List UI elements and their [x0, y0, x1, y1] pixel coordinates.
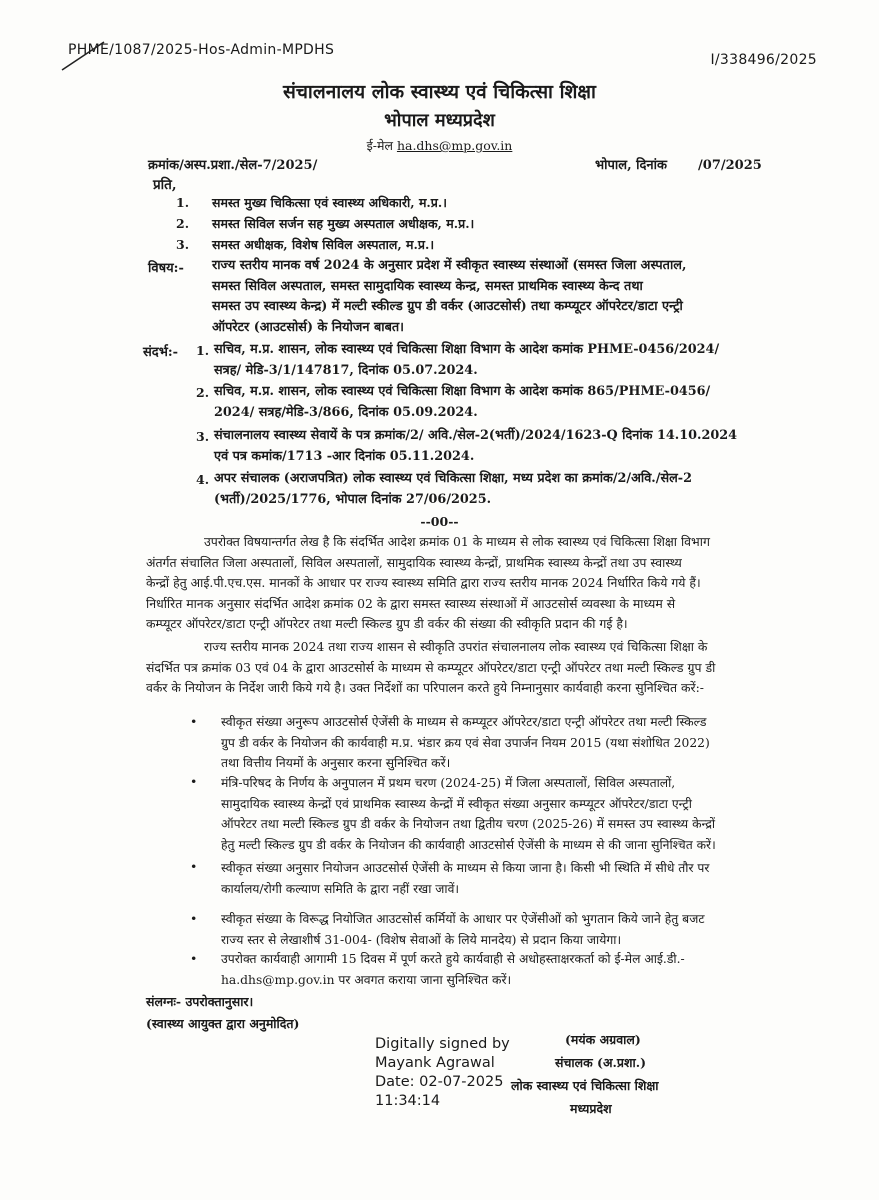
file-reference: PHME/1087/2025-Hos-Admin-MPDHS	[68, 42, 335, 58]
bullet-line: ऑपरेटर तथा मल्टी स्किल्ड ग्रुप डी वर्कर के नियोजन तथा द्वितीय चरण (2025-26) में समस्त उप स्वास्थ्य केन्द्रों	[221, 817, 716, 831]
enclosure: संलग्नः- उपरोक्तानुसार।	[146, 994, 254, 1009]
reference-line: एवं पत्र कमांक/1713 -आर दिनांक 05.11.2024.	[214, 448, 475, 464]
subject-line: समस्त सिविल अस्पताल, समस्त सामुदायिक स्वास्थ्य केन्द्र, समस्त प्राथमिक स्वास्थ्य केन्द तथा	[212, 278, 643, 294]
bullet-item	[221, 773, 751, 855]
bullet-line: राज्य स्तर से लेखाशीर्ष 31-004- (विशेष सेवाओं के लिये मानदेय) से प्रदान किया जायेगा।	[221, 932, 622, 947]
reference-number: 4.	[196, 472, 210, 487]
reference-line: 2024/ सत्रह/मेडि-3/866, दिनांक 05.09.2024.	[214, 404, 478, 420]
body-line: राज्य स्तरीय मानक 2024 तथा राज्य शासन से स्वीकृति उपरांत संचालनालय लोक स्वास्थ्य एवं चिकित्सा शिक्षा के	[204, 639, 708, 654]
reference-line: संचालनालय स्वास्थ्य सेवायें के पत्र क्रमांक/2/ अवि./सेल-2(भर्ती)/2024/1623-Q दिनांक 14.10.2024	[214, 428, 738, 443]
officer-name: (मयंक अग्रवाल)	[565, 1032, 641, 1047]
bullet-line: कार्यालय/रोगी कल्याण समिति के द्वारा नहीं रखा जावें।	[221, 881, 460, 896]
inward-number: I/338496/2025	[710, 52, 817, 68]
subject-label: विषय:-	[148, 261, 184, 276]
digital-signature	[375, 1035, 510, 1111]
reference-item	[214, 382, 710, 423]
body-line: उपरोक्त विषयान्तर्गत लेख है कि संदर्भित आदेश क्रमांक 01 के माध्यम से लोक स्वास्थ्य एवं चिकित्सा शिक्षा विभाग	[204, 534, 710, 549]
org-title: संचालनालय लोक स्वास्थ्य एवं चिकित्सा शिक्षा	[283, 81, 596, 103]
bullet-line: ha.dhs@mp.gov.in पर अवगत कराया जाना सुनिश्चित करें।	[221, 972, 512, 987]
reference-item	[214, 469, 692, 510]
body-line: अंतर्गत संचालित जिला अस्पतालों, सिविल अस्पतालों, सामुदायिक स्वास्थ्य केन्द्रों, प्राथमिक स्वास्थ्य केन्द्रों तथा उप स्वास्थ्य	[146, 554, 682, 570]
bullet-line: स्वीकृत संख्या अनुसार नियोजन आउटसोर्स ऐजेंसी के माध्यम से किया जाना है। किसी भी स्थिति में सीधे तौर पर	[221, 861, 710, 875]
bullet-icon: •	[190, 911, 198, 926]
bullet-line: ग्रुप डी वर्कर के नियोजन की कार्यवाही म.प्र. भंडार क्रय एवं सेवा उपार्जन नियम 2015 (यथा संशोधित 2022)	[221, 735, 710, 750]
reference-number: 2.	[196, 385, 210, 400]
email-label: ई-मेल	[366, 138, 393, 153]
org-city: भोपाल मध्यप्रदेश	[384, 110, 495, 131]
addressee-item	[176, 215, 474, 232]
separator: --00--	[420, 514, 459, 529]
email-line	[0, 137, 879, 154]
bullet-line: स्वीकृत संख्या अनुरूप आउटसोर्स ऐजेंसी के माध्यम से कम्प्यूटर ऑपरेटर/डाटा एन्ट्री ऑपरेटर तथा मल्टी स्किल्ड	[221, 715, 707, 729]
bullet-line: स्वीकृत संख्या के विरूद्ध नियोजित आउटसोर्स कर्मियों के आधार पर ऐजेंसीओं को भुगतान किये जाने हेतु बजट	[221, 912, 705, 926]
letter-number: क्रमांक/अस्प.प्रशा./सेल-7/2025/	[148, 158, 318, 173]
subject-line: राज्य स्तरीय मानक वर्ष 2024 के अनुसार प्रदेश में स्वीकृत स्वास्थ्य संस्थाओं (समस्त जिला अस्पताल,	[212, 258, 687, 273]
body-line: संदर्भित पत्र क्रमांक 03 एवं 04 के द्वारा आउटसोर्स के माध्यम से कम्प्यूटर ऑपरेटर/डाटा एन्ट्री ऑपरेटर तथा मल्टी स्किल्ड ग्रुप डी	[146, 659, 716, 675]
bullet-icon: •	[190, 714, 198, 729]
approval-note: (स्वास्थ्य आयुक्त द्वारा अनुमोदित)	[146, 1016, 300, 1031]
date-value: /07/2025	[698, 158, 762, 173]
addressee-text: समस्त अधीक्षक, विशेष सिविल अस्पताल, म.प्र.।	[212, 237, 435, 252]
handwritten-strike-mark	[58, 38, 108, 74]
signature-line: 11:34:14	[375, 1093, 441, 1109]
body-line: केन्द्रों हेतु आई.पी.एच.एस. मानकों के आधार पर राज्य स्वास्थ्य समिति द्वारा राज्य स्तरीय मानक 2024 निर्धारित किये गये हैं।	[146, 575, 701, 590]
place-date-label: भोपाल, दिनांक	[595, 158, 667, 173]
subject-text	[212, 256, 772, 338]
bullet-icon: •	[190, 774, 198, 789]
signature-line: Date: 02-07-2025	[375, 1074, 504, 1090]
addressee-number: 1.	[176, 195, 190, 210]
bullet-item	[221, 712, 751, 774]
body-line: कम्प्यूटर ऑपरेटर/डाटा एन्ट्री ऑपरेटर तथा मल्टी स्किल्ड ग्रुप डी वर्कर की संख्या की स्वीकृति प्रदान की गई है।	[146, 616, 628, 631]
addressee-text: समस्त मुख्य चिकित्सा एवं स्वास्थ्य अधिकारी, म.प्र.।	[212, 195, 447, 210]
bullet-item	[221, 858, 751, 899]
body-paragraph-2	[146, 637, 746, 699]
addressee-text: समस्त सिविल सर्जन सह मुख्य अस्पताल अधीक्षक, म.प्र.।	[212, 216, 475, 231]
officer-post: संचालक (अ.प्रशा.)	[555, 1055, 646, 1070]
reference-line: अपर संचालक (अराजपत्रित) लोक स्वास्थ्य एवं चिकित्सा शिक्षा, मध्य प्रदेश का क्रमांक/2/अवि./सेल-2	[214, 471, 692, 486]
reference-line: (भर्ती)/2025/1776, भोपाल दिनांक 27/06/2025.	[214, 491, 492, 507]
email-address: ha.dhs@mp.gov.in	[396, 138, 513, 153]
bullet-line: मंत्रि-परिषद के निर्णय के अनुपालन में प्रथम चरण (2024-25) में जिला अस्पतालों, सिविल अस्पतालों,	[221, 776, 676, 790]
bullet-item	[221, 949, 751, 990]
bullet-line: सामुदायिक स्वास्थ्य केन्द्रों एवं प्राथमिक स्वास्थ्य केन्द्रों में स्वीकृत संख्या अनुसार कम्प्यूटर ऑपरेटर/डाटा एन्ट्री	[221, 796, 692, 811]
bullet-line: तथा वित्तीय नियमों के अनुसार करना सुनिश्चित करें।	[221, 756, 451, 770]
body-line: वर्कर के नियोजन के निर्देश जारी किये गये है। उक्त निर्देशों का परिपालन करते हुये निम्नानुसार कार्यवाही करना सुनिश्चित करें:-	[146, 680, 704, 695]
reference-item	[214, 426, 737, 467]
officer-department: लोक स्वास्थ्य एवं चिकित्सा शिक्षा	[511, 1078, 659, 1093]
addressee-item	[176, 194, 447, 211]
reference-line: सचिव, म.प्र. शासन, लोक स्वास्थ्य एवं चिकित्सा शिक्षा विभाग के आदेश कमांक 865/PHME-0456/	[214, 384, 711, 399]
body-line: निर्धारित मानक अनुसार संदर्भित आदेश क्रमांक 02 के द्वारा समस्त स्वास्थ्य संस्थाओं में आउटसोर्स व्यवस्था के माध्यम से	[146, 595, 676, 611]
bullet-line: उपरोक्त कार्यवाही आगामी 15 दिवस में पूर्ण करते हुये कार्यवाही से अधोहस्ताक्षरकर्ता को ई-मेल आई.डी.-	[221, 952, 685, 966]
addressee-number: 3.	[176, 237, 190, 252]
prati-label: प्रति,	[153, 177, 177, 193]
reference-number: 3.	[196, 429, 210, 444]
subject-line: ऑपरेटर (आउटसोर्स) के नियोजन बाबत।	[212, 319, 405, 335]
signature-line: Digitally signed by	[375, 1036, 510, 1052]
bullet-icon: •	[190, 859, 198, 874]
reference-line: सत्रह/ मेडि-3/1/147817, दिनांक 05.07.2024.	[214, 362, 478, 378]
reference-label: संदर्भ:-	[143, 345, 179, 360]
letter-date	[595, 155, 762, 173]
body-paragraph-1	[146, 532, 746, 635]
addressee-number: 2.	[176, 216, 190, 231]
signature-line: Mayank Agrawal	[375, 1055, 495, 1071]
reference-number: 1.	[196, 343, 210, 358]
reference-line: सचिव, म.प्र. शासन, लोक स्वास्थ्य एवं चिकित्सा शिक्षा विभाग के आदेश कमांक PHME-0456/2024/	[214, 342, 720, 357]
reference-item	[214, 340, 719, 381]
bullet-icon: •	[190, 951, 198, 966]
subject-line: समस्त उप स्वास्थ्य केन्द्र) में मल्टी स्कील्ड ग्रुप डी वर्कर (आउटसोर्स) तथा कम्प्यूटर ऑपरेटर/डाटा एन्ट्री	[212, 299, 683, 314]
bullet-line: हेतु मल्टी स्किल्ड ग्रुप डी वर्कर के नियोजन की कार्यवाही आउटसोर्स ऐजेंसी के माध्यम से की जाना सुनिश्चित करें।	[221, 837, 716, 852]
officer-state: मध्यप्रदेश	[570, 1101, 612, 1116]
addressee-item	[176, 236, 434, 253]
bullet-item	[221, 909, 751, 950]
